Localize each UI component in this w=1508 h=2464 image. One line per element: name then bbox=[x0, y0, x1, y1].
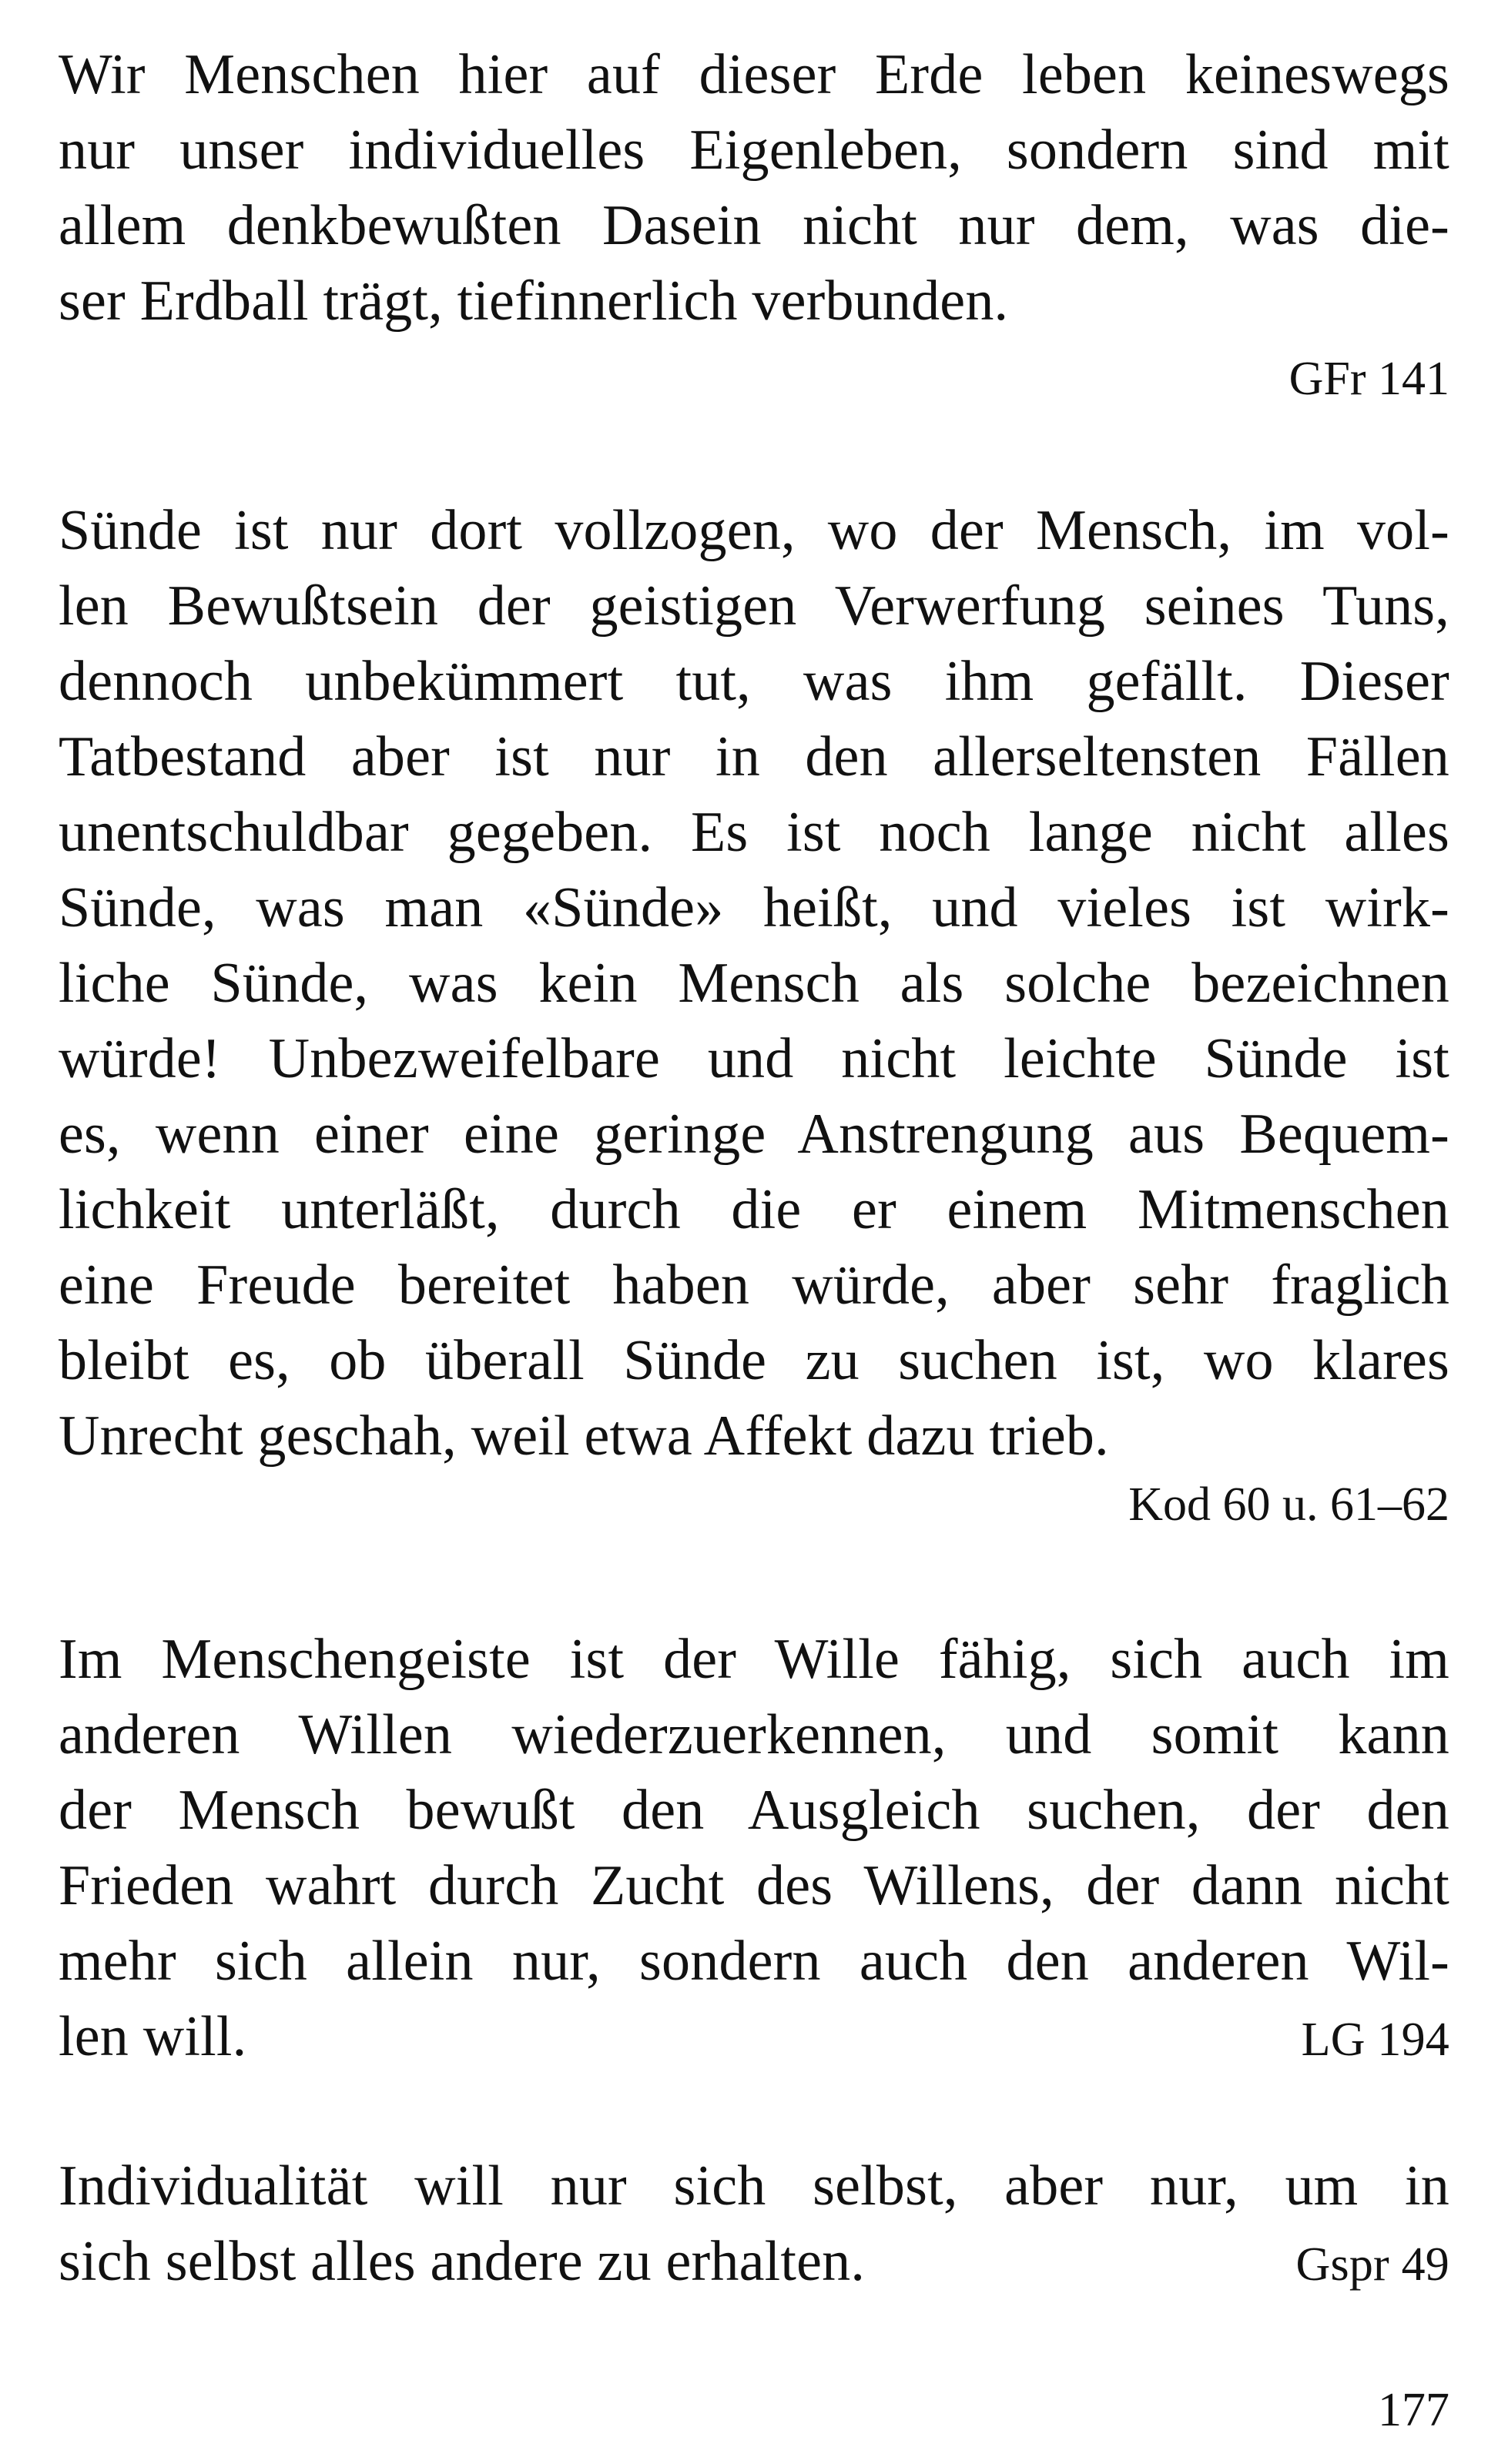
quote-3-line-3: der Mensch bewußt den Ausgleich suchen, der den bbox=[59, 1779, 1449, 1842]
quote-3-line-2: anderen Willen wiederzuerkennen, und somit kann bbox=[59, 1703, 1449, 1766]
quote-2 bbox=[59, 493, 1449, 1474]
quote-4 bbox=[59, 2148, 1449, 2299]
quote-2-line-2: len Bewußtsein der geistigen Verwerfung seines Tuns, bbox=[59, 574, 1449, 638]
quote-3-line-6: len will. bbox=[59, 2005, 247, 2068]
quote-1-line-4: ser Erdball trägt, tiefinnerlich verbunden. bbox=[59, 270, 1009, 333]
quote-2-line-8: würde! Unbezweifelbare und nicht leichte Sünde ist bbox=[59, 1027, 1449, 1090]
quote-1-reference: GFr 141 bbox=[1289, 353, 1449, 405]
quote-2-line-1: Sünde ist nur dort vollzogen, wo der Mensch, im vol- bbox=[59, 499, 1449, 562]
quote-2-line-9: es, wenn einer eine geringe Anstrengung aus Bequem- bbox=[59, 1103, 1449, 1166]
quote-4-reference: Gspr 49 bbox=[1295, 2238, 1449, 2291]
quote-1-line-2: nur unser individuelles Eigenleben, sondern sind mit bbox=[59, 119, 1449, 182]
quote-1 bbox=[59, 37, 1449, 339]
quote-3-reference: LG 194 bbox=[1301, 2014, 1449, 2066]
quote-2-line-10: lichkeit unterläßt, durch die er einem Mitmenschen bbox=[59, 1178, 1449, 1241]
quote-2-line-12: bleibt es, ob überall Sünde zu suchen ist, wo klares bbox=[59, 1329, 1449, 1392]
quote-4-line-2: sich selbst alles andere zu erhalten. bbox=[59, 2230, 866, 2293]
quote-2-line-4: Tatbestand aber ist nur in den allerseltensten Fällen bbox=[59, 725, 1449, 788]
quote-1-line-1: Wir Menschen hier auf dieser Erde leben keineswegs bbox=[59, 43, 1449, 106]
quote-1-line-3: allem denkbewußten Dasein nicht nur dem, was die- bbox=[59, 194, 1449, 257]
quote-2-line-13: Unrecht geschah, weil etwa Affekt dazu trieb. bbox=[59, 1404, 1109, 1468]
quote-3-last-row bbox=[59, 1999, 1449, 2074]
quote-2-reference: Kod 60 u. 61–62 bbox=[1128, 1478, 1449, 1531]
quote-4-line-1: Individualität will nur sich selbst, aber nur, um in bbox=[59, 2154, 1449, 2218]
quote-3 bbox=[59, 1622, 1449, 2074]
quote-3-line-1: Im Menschengeiste ist der Wille fähig, sich auch im bbox=[59, 1628, 1449, 1691]
quote-3-line-4: Frieden wahrt durch Zucht des Willens, der dann nicht bbox=[59, 1854, 1449, 1917]
quote-2-line-3: dennoch unbekümmert tut, was ihm gefällt. Dieser bbox=[59, 650, 1449, 713]
quote-2-line-11: eine Freude bereitet haben würde, aber sehr fraglich bbox=[59, 1254, 1449, 1317]
quote-3-line-5: mehr sich allein nur, sondern auch den anderen Wil- bbox=[59, 1930, 1449, 1993]
quote-4-last-row bbox=[59, 2224, 1449, 2299]
page-number: 177 bbox=[1378, 2384, 1449, 2436]
quote-2-line-6: Sünde, was man «Sünde» heißt, und vieles ist wirk- bbox=[59, 876, 1449, 939]
quote-2-line-5: unentschuldbar gegeben. Es ist noch lange nicht alles bbox=[59, 801, 1449, 864]
quote-2-line-7: liche Sünde, was kein Mensch als solche bezeichnen bbox=[59, 952, 1449, 1015]
